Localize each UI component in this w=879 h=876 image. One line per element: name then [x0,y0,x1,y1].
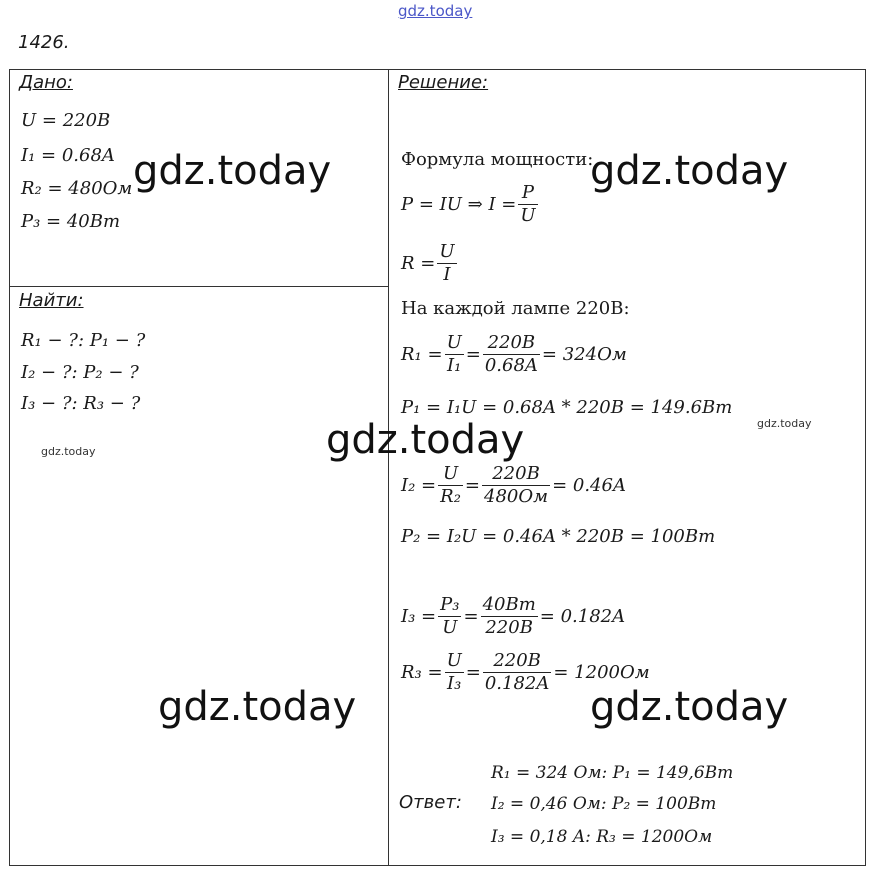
formula-lhs: R = [401,253,436,274]
find-line: I₂ − ?: P₂ − ? [21,362,139,383]
p2-calculation: P₂ = I₂U = 0.46A * 220B = 100Bт [401,526,716,547]
solution-header: Решение: [398,72,489,93]
given-line: P₃ = 40Bт [21,211,121,232]
given-header: Дано: [19,72,73,93]
find-line: R₁ − ?: P₁ − ? [21,330,146,351]
fraction: $\frac{U}{\text{R₂}}$ [440,463,461,507]
fraction: $\frac{40Bт}{220B}$ [482,594,536,638]
find-line: I₃ − ?: R₃ − ? [21,393,141,414]
given-line: I₁ = 0.68A [21,145,115,166]
i2-calculation: I₂ = $\frac{U}{\text{R₂}}$ = $\frac{220B}{480Oм}$ = 0.46A [401,463,626,507]
site-link[interactable]: gdz.today [398,2,473,20]
fraction: $\frac{220B}{480Oм}$ [484,463,549,507]
watermark-small: gdz.today [41,445,96,458]
formula-lhs: P = IU ⇒ I = [401,194,517,215]
find-header: Найти: [19,290,84,311]
fraction: $\frac{U}{I}$ [439,241,455,285]
fraction: $\frac{220B}{0.68A}$ [484,332,538,376]
r3-calculation: R₃ = $\frac{U}{\text{I₃}}$ = $\frac{220B}{0.182A}$ = 1200Oм [401,650,650,694]
i3-calculation: I₃ = $\frac{\text{P₃}}{U}$ = $\frac{40Bт}{220B}$ = 0.182A [401,594,626,638]
watermark: gdz.today [133,148,332,194]
watermark: gdz.today [590,684,789,730]
watermark: gdz.today [590,148,789,194]
answer-line: I₂ = 0,46 Oм: P₂ = 100Bт [491,794,717,814]
each-lamp-note: На каждой лампе 220В: [401,298,630,319]
power-formula [401,182,540,227]
answer-label: Ответ: [399,792,462,813]
fraction: $\frac{U}{\text{I₃}}$ [446,650,462,694]
fraction: $\frac{220B}{0.182A}$ [484,650,550,694]
watermark: gdz.today [158,684,357,730]
r1-calculation: R₁ = $\frac{U}{\text{I₁}}$ = $\frac{220B}{0.68A}$ = 324Oм [401,332,627,376]
power-formula-label: Формула мощности: [401,149,594,170]
watermark: gdz.today [326,417,525,463]
given-line: R₂ = 480Oм [21,178,133,199]
resistance-formula [401,241,459,286]
fraction: $\frac{\text{P₃}}{U}$ [440,594,460,638]
answer-line: I₃ = 0,18 A: R₃ = 1200Oм [491,827,713,847]
answer-line: R₁ = 324 Oм: P₁ = 149,6Bт [491,763,734,783]
fraction: $\frac{P}{U}$ [520,182,536,226]
problem-number: 1426. [18,32,70,53]
given-line: U = 220B [21,110,111,131]
fraction: $\frac{U}{\text{I₁}}$ [446,332,462,376]
p1-calculation: P₁ = I₁U = 0.68A * 220B = 149.6Bт [401,397,733,418]
watermark-small: gdz.today [757,417,812,430]
